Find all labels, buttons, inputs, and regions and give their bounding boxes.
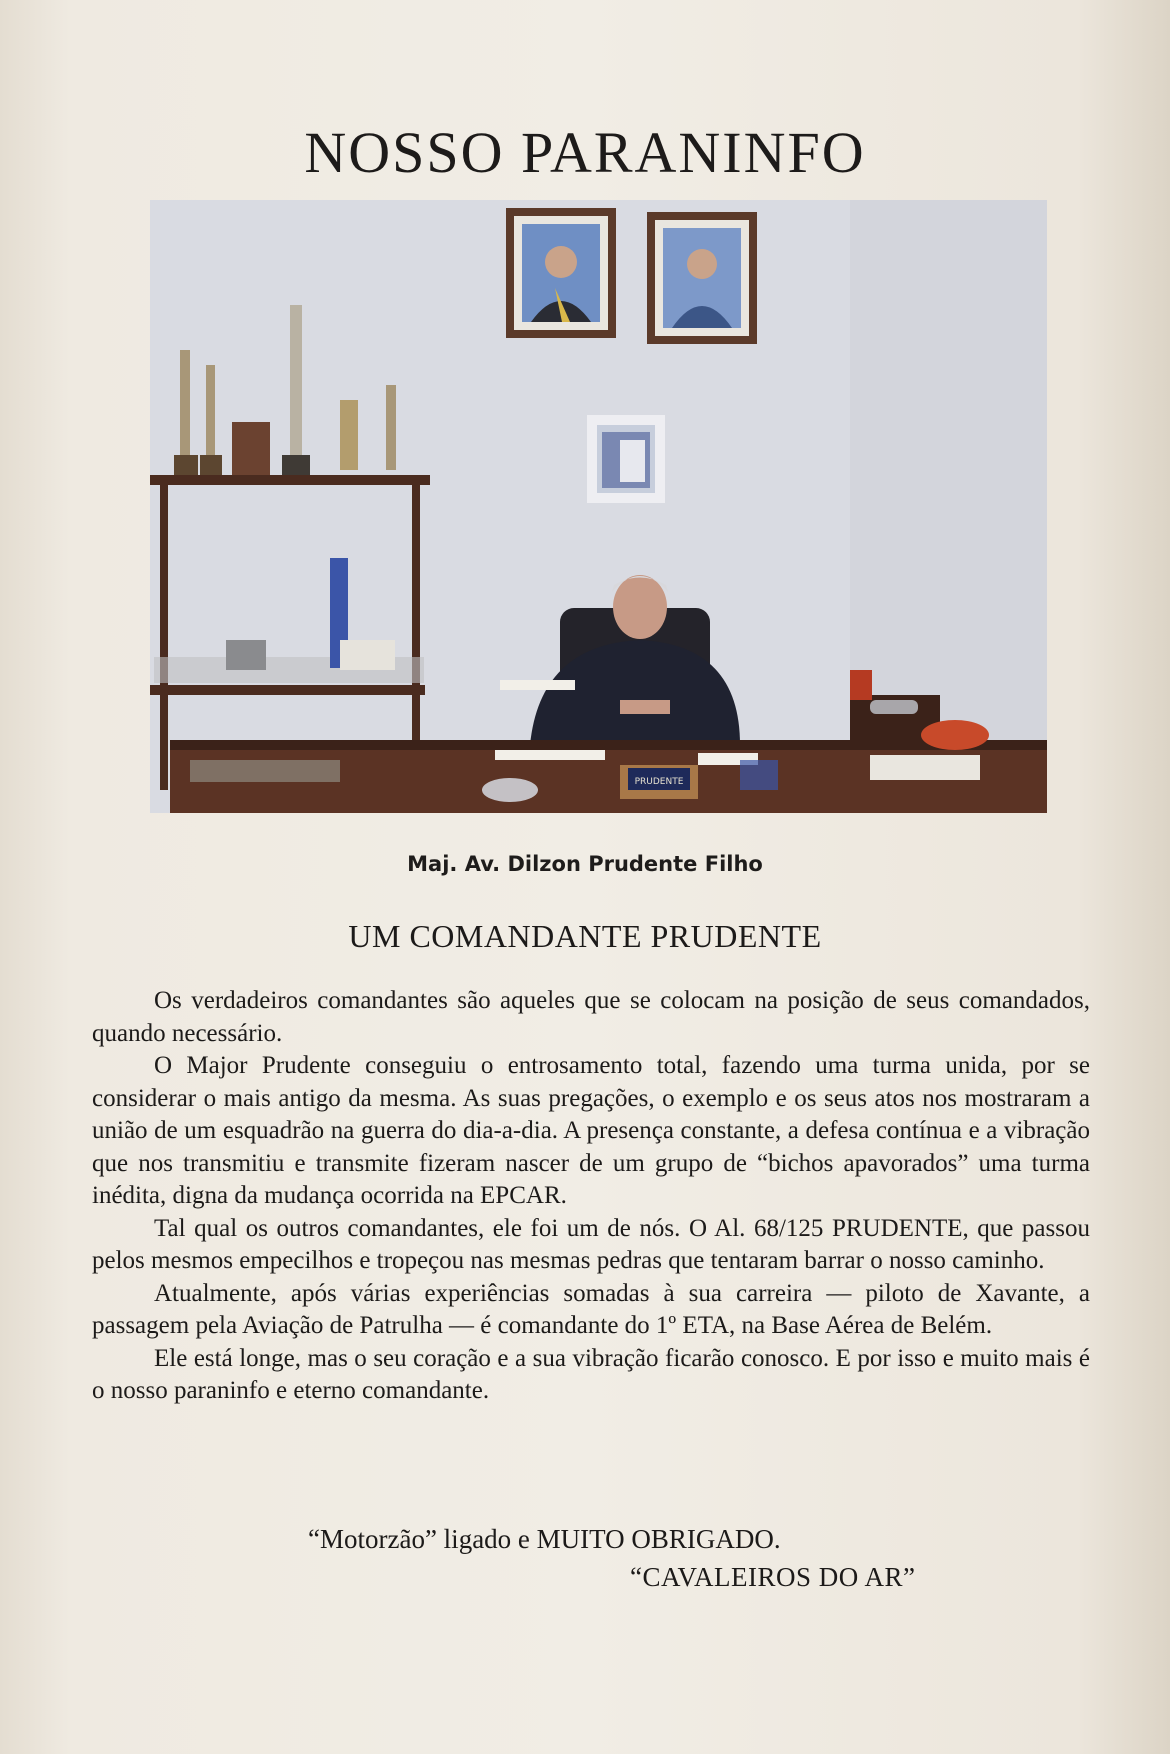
section-heading: UM COMANDANTE PRUDENTE: [348, 918, 822, 954]
article-body: [92, 985, 1090, 1408]
page-title: NOSSO PARANINFO: [304, 119, 866, 185]
name-plate: PRUDENTE: [634, 777, 684, 787]
paragraph-4: Atualmente, após várias experiências somadas à sua carreira — piloto de Xavante, a passagem pela Aviação de Patrulha — é comandante do 1º ETA, na Base Aérea de Belém.: [92, 1279, 1090, 1339]
paragraph-1: Os verdadeiros comandantes são aqueles que se colocam na posição de seus comandados, quando necessário.: [92, 987, 1090, 1047]
portrait-frame-left: [506, 208, 616, 338]
paragraph-2: O Major Prudente conseguiu o entrosamento total, fazendo uma turma unida, por se considerar o mais antigo da mesma. As suas pregações, o exemplo e os seus atos nos mostraram a união de um esquadrão na guerra do dia-a-dia. A presença constante, a defesa contínua e a vibração que nos transmitiu e transmite fizeram nascer de um grupo de “bichos apavorados” uma turma inédita, digna da mudança ocorrida na EPCAR.: [92, 1052, 1090, 1209]
signature: “CAVALEIROS DO AR”: [630, 1562, 916, 1592]
paragraph-5: Ele está longe, mas o seu coração e a sua vibração ficarão conosco. E por isso e muito mais é o nosso paraninfo e eterno comandante.: [92, 1344, 1090, 1404]
flag-picture: [587, 415, 665, 503]
paragraph-3: Tal qual os outros comandantes, ele foi um de nós. O Al. 68/125 PRUDENTE, que passou pelos mesmos empecilhos e tropeçou nas mesmas pedras que tentaram barrar o nosso caminho.: [92, 1214, 1090, 1274]
office-photo: [150, 200, 1047, 813]
closing-line: “Motorzão” ligado e MUITO OBRIGADO.: [308, 1524, 781, 1554]
portrait-frame-right: [647, 212, 757, 344]
photo-caption: Maj. Av. Dilzon Prudente Filho: [407, 852, 763, 876]
